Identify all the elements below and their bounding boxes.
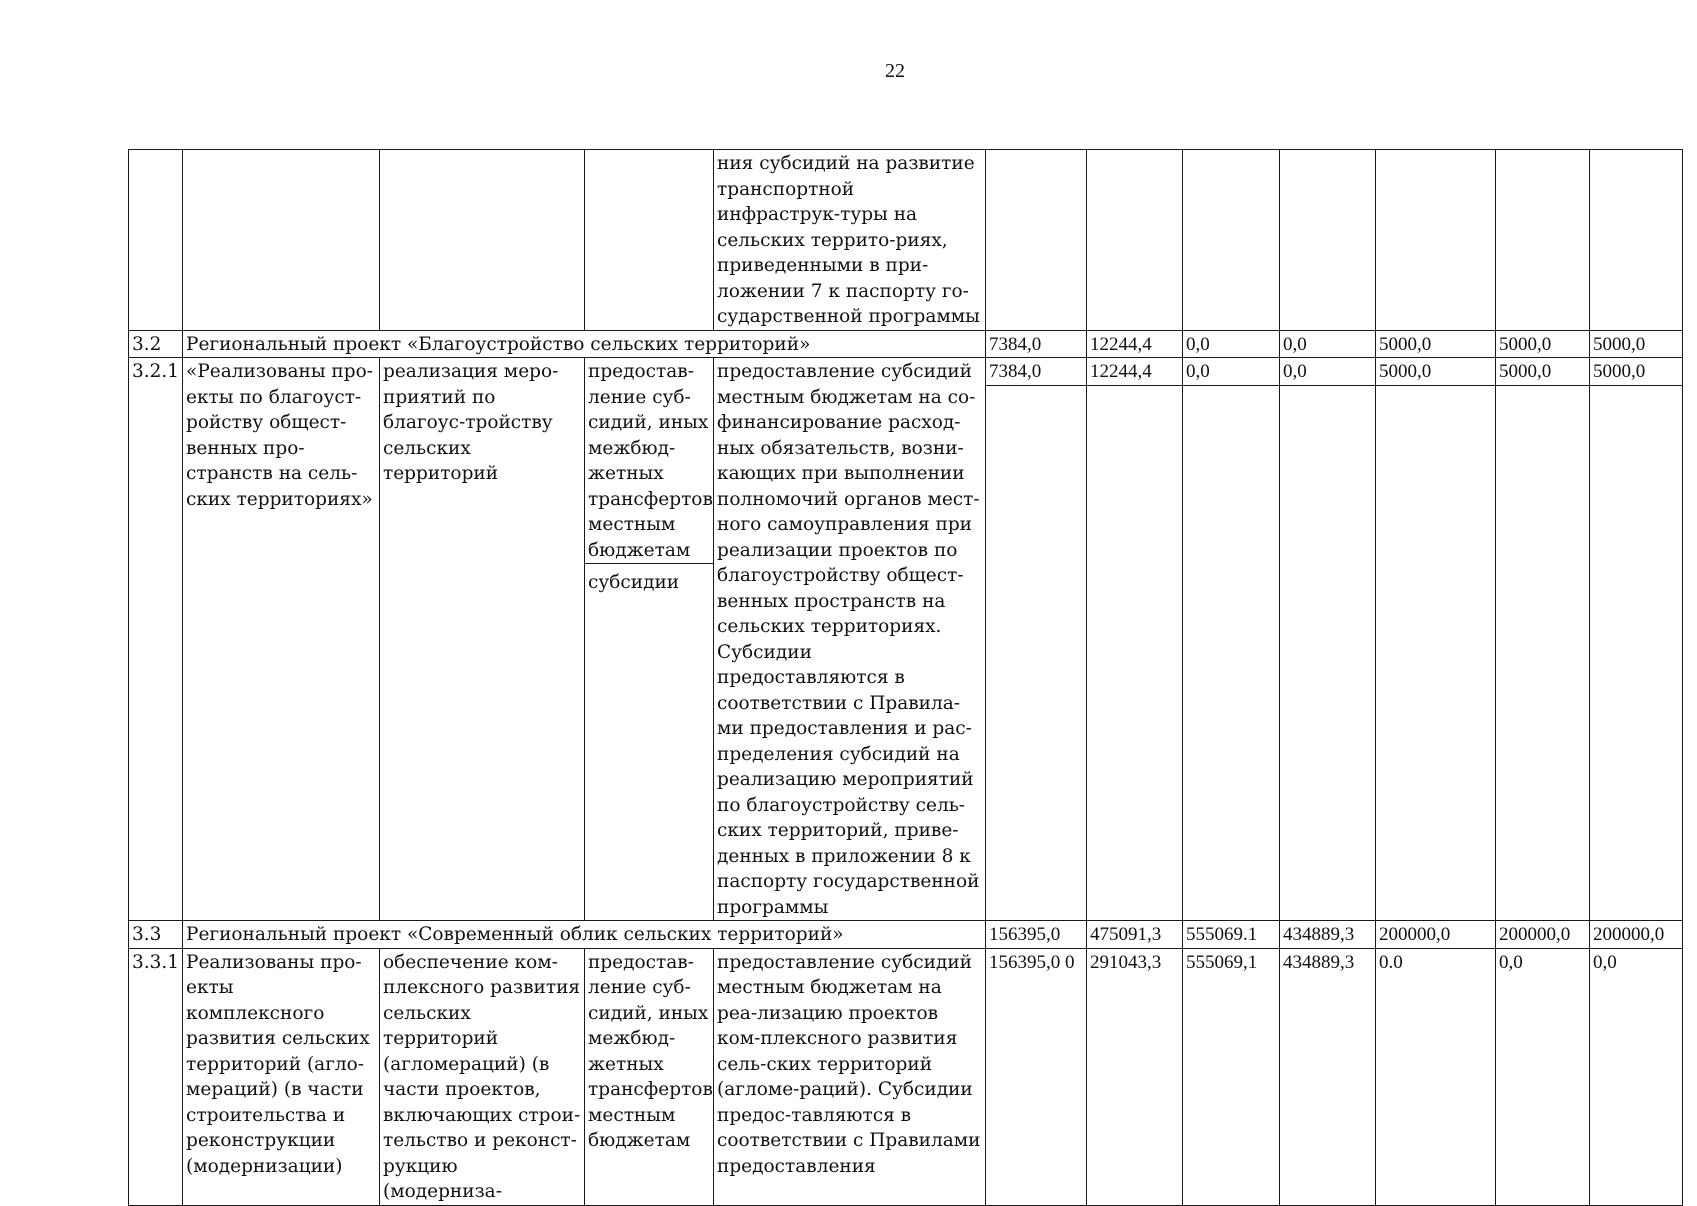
value-cell: 156395,0 [986, 921, 1087, 949]
description-cell: ния субсидий на развитие транспортной инфраструк-туры на сельских террито-риях, приведенными в при-ложении 7 к паспорту го-сударственной программы [714, 150, 986, 331]
row-number: 3.3.1 [129, 948, 183, 1205]
value-cell: 5000,0 [1590, 330, 1683, 358]
cell-empty [1183, 386, 1280, 921]
value-cell: 12244,4 [1087, 358, 1183, 386]
table-row-3-2-1-header [129, 358, 1683, 386]
row-number: 3.3 [129, 921, 183, 949]
value-cell: 156395,0 0 [986, 948, 1087, 1205]
value-cell: 555069.1 [1183, 921, 1280, 949]
cell-empty [1590, 150, 1683, 331]
cell-empty [1496, 150, 1590, 331]
table-row-continuation [129, 150, 1683, 331]
program-table [128, 149, 1683, 1206]
value-cell: 291043,3 [1087, 948, 1183, 1205]
value-cell: 200000,0 [1590, 921, 1683, 949]
value-cell: 7384,0 [986, 330, 1087, 358]
value-cell: 434889,3 [1280, 921, 1376, 949]
cell-empty [986, 386, 1087, 921]
value-cell: 0,0 [1590, 948, 1683, 1205]
value-cell: 200000,0 [1376, 921, 1496, 949]
cell-empty [380, 150, 585, 331]
type-cell: предостав-ление суб-сидий, иных межбюд-жетных трансфертов местным бюджетам [585, 948, 714, 1205]
value-cell: 0,0 [1183, 358, 1280, 386]
project-title: Региональный проект «Благоустройство сельских территорий» [183, 330, 986, 358]
cell-empty [585, 150, 714, 331]
value-cell: 200000,0 [1496, 921, 1590, 949]
value-cell: 0,0 [1496, 948, 1590, 1205]
value-cell: 0,0 [1280, 330, 1376, 358]
cell-empty [1496, 386, 1590, 921]
cell-empty [1376, 150, 1496, 331]
value-cell: 0.0 [1376, 948, 1496, 1205]
cell-empty [183, 150, 380, 331]
table-row-3-2 [129, 330, 1683, 358]
type-secondary: субсидии [585, 563, 713, 596]
cell-empty [1280, 386, 1376, 921]
value-cell: 5000,0 [1376, 330, 1496, 358]
cell-empty [986, 150, 1087, 331]
value-cell: 0,0 [1280, 358, 1376, 386]
description-cell: предоставление субсидий местным бюджетам на со-финансирование расход-ных обязательств, возни-кающих при выполнении полномочий органов мест-ного самоуправления при реализации проектов по благоустройству общест-венных пространств на сельских территориях. Субсидии предоставляются в соответствии с Правила-ми предоставления и рас-пределения субсидий на реализацию мероприятий по благоустройству сель-ских территорий, приве-денных в приложении 8 к паспорту государственной программы [714, 358, 986, 921]
value-cell: 5000,0 [1496, 330, 1590, 358]
table-row-3-3 [129, 921, 1683, 949]
cell-empty [1087, 386, 1183, 921]
value-cell: 434889,3 [1280, 948, 1376, 1205]
value-cell: 0,0 [1183, 330, 1280, 358]
cell-empty [1280, 150, 1376, 331]
measure-cell: обеспечение ком-плексного развития сельских территорий (агломераций) (в части проектов, включающих строи-тельство и реконст-рукцию (модерниза- [380, 948, 585, 1205]
type-primary: предостав-ление суб-сидий, иных межбюд-жетных трансфертов местным бюджетам [588, 361, 713, 561]
cell-empty [129, 150, 183, 331]
value-cell: 7384,0 [986, 358, 1087, 386]
cell-empty [1183, 150, 1280, 331]
cell-empty [1376, 386, 1496, 921]
project-title: Региональный проект «Современный облик сельских территорий» [183, 921, 986, 949]
result-cell: Реализованы про-екты комплексного развития сельских территорий (агло-мераций) (в части строительства и реконструкции (модернизации) [183, 948, 380, 1205]
value-cell: 5000,0 [1496, 358, 1590, 386]
page-number: 22 [885, 60, 905, 82]
value-cell: 12244,4 [1087, 330, 1183, 358]
cell-empty [1087, 150, 1183, 331]
value-cell: 475091,3 [1087, 921, 1183, 949]
table-row-3-3-1 [129, 948, 1683, 1205]
result-cell: «Реализованы про-екты по благоуст-ройству общест-венных про-странств на сель-ских территориях» [183, 358, 380, 921]
value-cell: 555069,1 [1183, 948, 1280, 1205]
type-cell [585, 358, 714, 921]
row-number: 3.2.1 [129, 358, 183, 921]
row-number: 3.2 [129, 330, 183, 358]
cell-empty [1590, 386, 1683, 921]
description-cell: предоставление субсидий местным бюджетам на реа-лизацию проектов ком-плексного развития сель-ских территорий (агломе-раций). Субсидии предос-тавляются в соответствии с Правилами предоставления [714, 948, 986, 1205]
measure-cell: реализация меро-приятий по благоус-тройству сельских территорий [380, 358, 585, 921]
value-cell: 5000,0 [1376, 358, 1496, 386]
value-cell: 5000,0 [1590, 358, 1683, 386]
